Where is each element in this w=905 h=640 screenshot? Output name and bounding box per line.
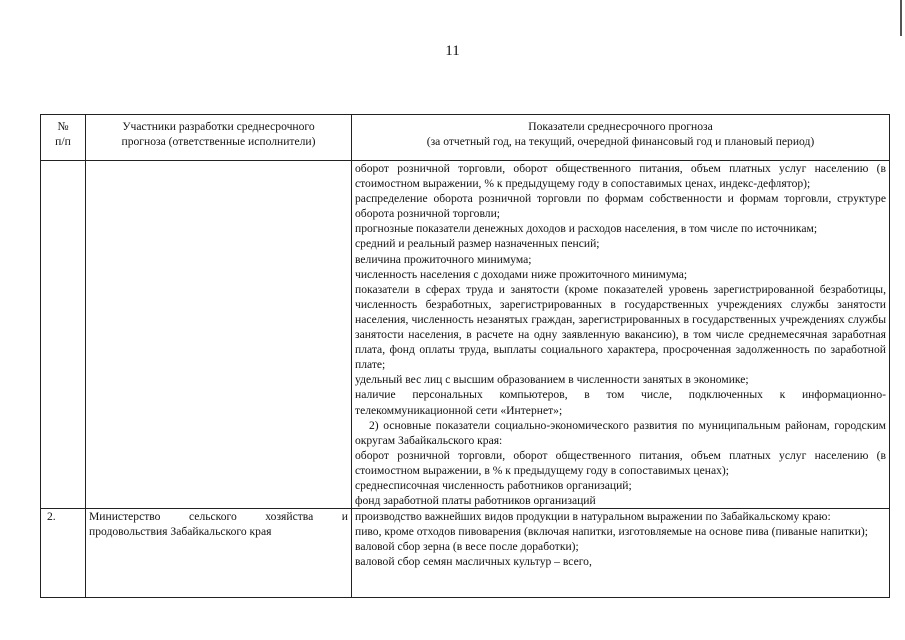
header-indicators bbox=[352, 115, 890, 161]
header-participants bbox=[86, 115, 352, 161]
table-header-row bbox=[41, 115, 890, 161]
row-participant-cell: Министерство сельского хозяйства и продовольствия Забайкальского края bbox=[86, 509, 352, 598]
indicator-item: фонд заработной платы работников организаций bbox=[355, 494, 596, 508]
indicator-item: средний и реальный размер назначенных пенсий; bbox=[355, 237, 600, 251]
header-participants-line: прогноза (ответственные исполнители) bbox=[121, 135, 316, 149]
table-row bbox=[41, 161, 890, 509]
indicator-item: прогнозные показатели денежных доходов и расходов населения, в том числе по источникам; bbox=[355, 222, 818, 236]
indicator-item: среднесписочная численность работников организаций; bbox=[355, 478, 632, 492]
indicator-item: валовой сбор семян масличных культур – всего, bbox=[355, 555, 592, 569]
forecast-participants-table bbox=[40, 114, 890, 598]
row-indicators-cell bbox=[352, 509, 890, 598]
row-num-cell: 2. bbox=[41, 509, 86, 598]
header-num-line: № bbox=[57, 120, 69, 133]
header-num-line: п/п bbox=[55, 135, 71, 149]
table-row bbox=[41, 509, 890, 598]
header-participants-line: Участники разработки среднесрочного bbox=[122, 120, 315, 133]
indicator-item: удельный вес лиц с высшим образованием в численности занятых в экономике; bbox=[355, 373, 749, 387]
indicator-item: наличие персональных компьютеров, в том числе, подключенных к информационно-телекоммуникационной сети «Интернет»; bbox=[355, 388, 886, 417]
header-indicators-line: (за отчетный год, на текущий, очередной финансовый год и плановый период) bbox=[426, 135, 815, 149]
page-number: 11 bbox=[445, 43, 460, 59]
row-indicators-cell bbox=[352, 161, 890, 509]
indicator-item: пиво, кроме отходов пивоварения (включая напитки, изготовляемые на основе пива (пиваные напитки); bbox=[355, 525, 868, 539]
row-participant-cell bbox=[86, 161, 352, 509]
indicator-item: распределение оборота розничной торговли по формам собственности и формам торговли, структуре оборота розничной торговли; bbox=[355, 192, 886, 221]
indicator-item-indented-text: 2) основные показатели социально-экономического развития по муниципальным районам, городским округам Забайкальского края: bbox=[355, 418, 886, 447]
indicator-item: валовой сбор зерна (в весе после доработки); bbox=[355, 540, 579, 554]
scan-edge-mark bbox=[900, 0, 902, 36]
indicator-item: численность населения с доходами ниже прожиточного минимума; bbox=[355, 267, 688, 281]
indicator-item: оборот розничной торговли, оборот общественного питания, объем платных услуг населению (в стоимостном выражении, в % к предыдущему году в сопоставимых ценах); bbox=[355, 448, 886, 477]
indicator-item: показатели в сферах труда и занятости (кроме показателей уровень зарегистрированной безработицы, численность безработных, зарегистрированных в государственных учреждениях службы занятости населения, численность незанятых граждан, зарегистрированных в государственных учреждениях службы занятости населения, в расчете на одну заявленную вакансию), в том числе среднемесячная заработная плата, фонд оплаты труда, выплаты социального характера, просроченная задолженность по заработной плате; bbox=[355, 282, 886, 372]
indicator-item: производство важнейших видов продукции в натуральном выражении по Забайкальскому краю: bbox=[355, 510, 831, 524]
row-num-cell bbox=[41, 161, 86, 509]
indicator-item bbox=[355, 418, 886, 448]
header-indicators-line: Показатели среднесрочного прогноза bbox=[528, 120, 713, 133]
indicator-item: оборот розничной торговли, оборот общественного питания, объем платных услуг населению (в стоимостном выражении, % к предыдущему году в сопоставимых ценах, индекс-дефлятор); bbox=[355, 162, 886, 191]
indicator-item: величина прожиточного минимума; bbox=[355, 252, 532, 266]
header-num bbox=[41, 115, 86, 161]
